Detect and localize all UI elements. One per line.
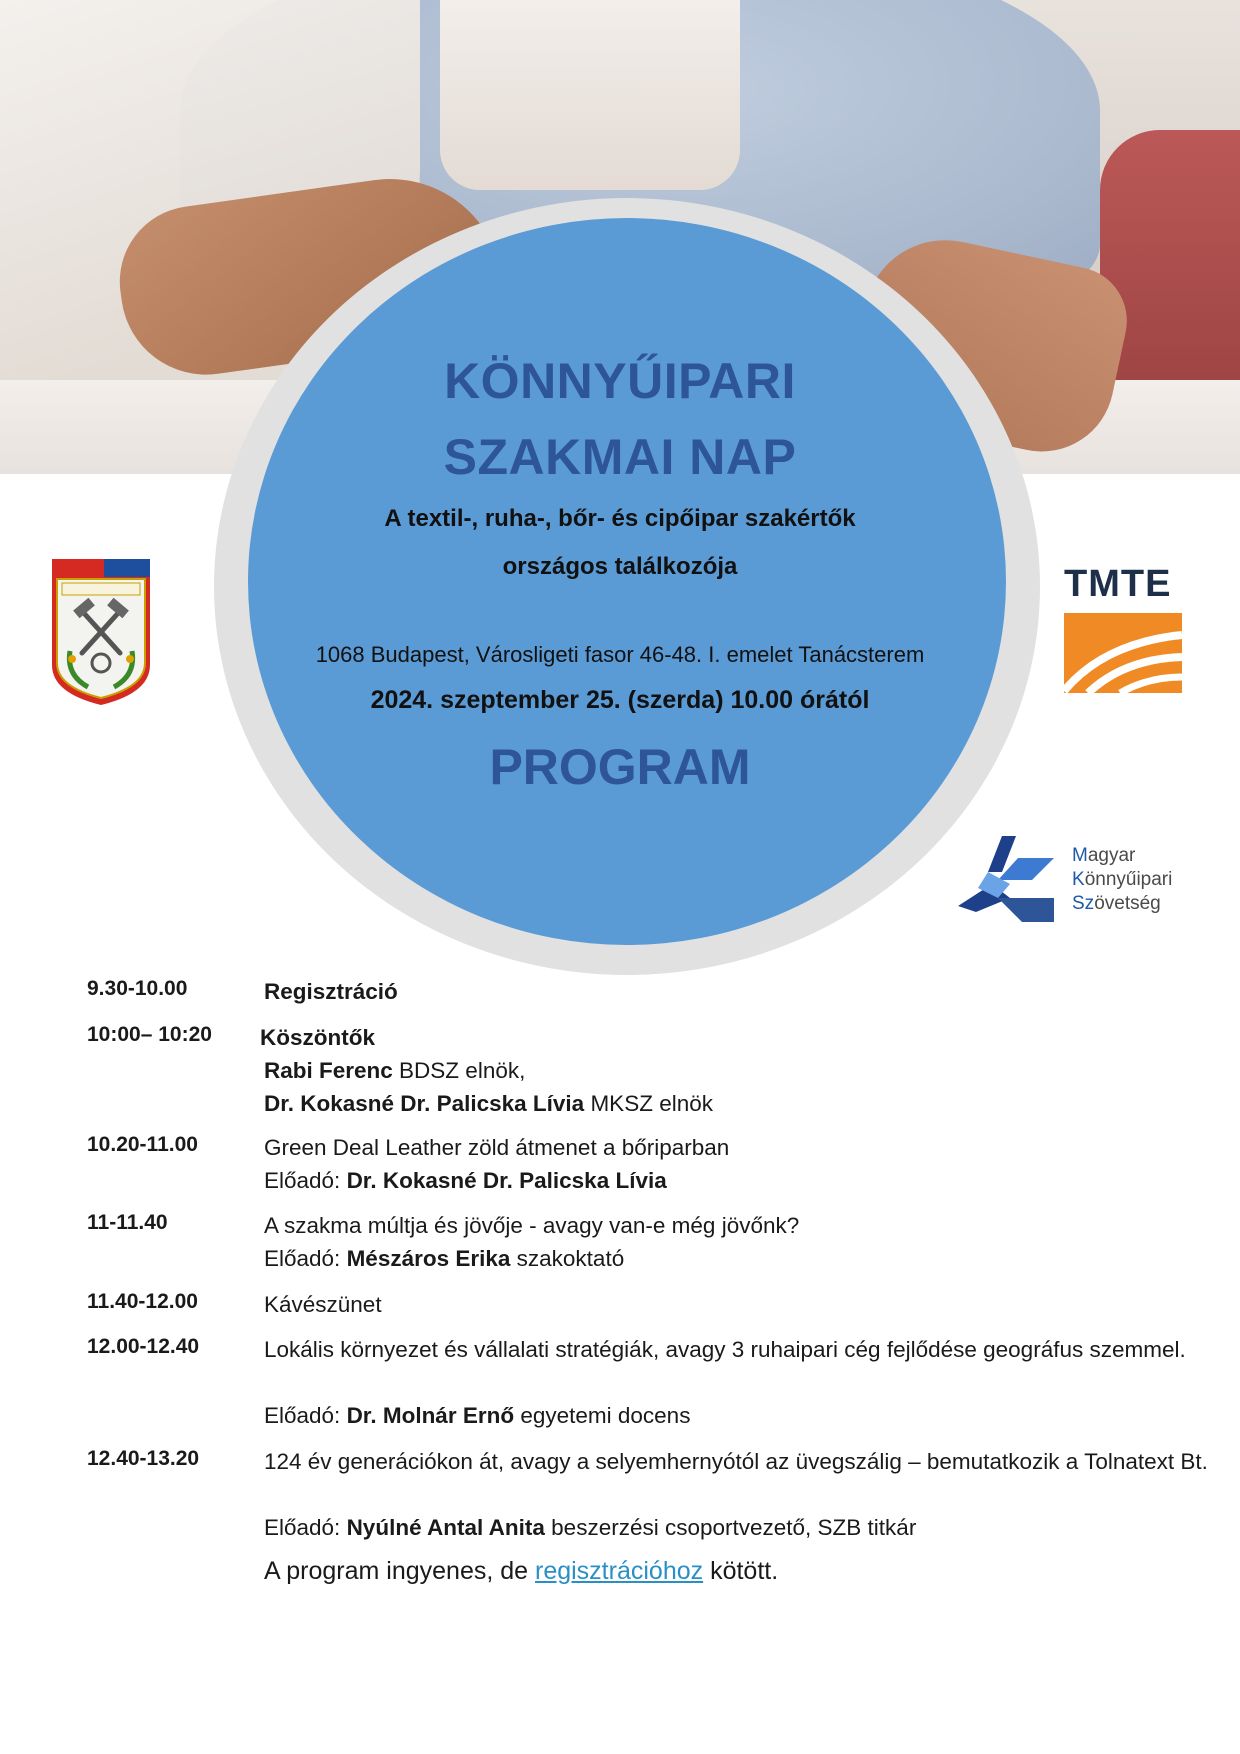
schedule-title: A szakma múltja és jövője - avagy van-e még jövőnk? [264, 1213, 800, 1238]
schedule-presenter: Előadó: Mészáros Erika szakoktató [264, 1246, 625, 1271]
schedule-time: 11-11.40 [87, 1211, 168, 1234]
schedule-time: 10.20-11.00 [87, 1133, 198, 1156]
mksz-mark-icon [958, 832, 1068, 928]
event-title-line1: KÖNNYŰIPARI [444, 353, 796, 409]
schedule-title: Kávészünet [264, 1292, 382, 1317]
event-date: 2024. szeptember 25. (szerda) 10.00 órától [370, 686, 870, 714]
schedule-time: 12.00-12.40 [87, 1335, 200, 1358]
schedule-speaker: Rabi Ferenc BDSZ elnök, [264, 1058, 526, 1083]
schedule-title: Regisztráció [264, 979, 398, 1004]
schedule-time: 9.30-10.00 [87, 977, 188, 1000]
tmte-logo [1064, 563, 1186, 693]
tmte-mark-icon [1064, 613, 1182, 693]
event-address: 1068 Budapest, Városligeti fasor 46-48. I. emelet Tanácsterem [315, 642, 925, 667]
registration-link[interactable]: regisztrációhoz [535, 1557, 704, 1585]
schedule-presenter: Előadó: Dr. Kokasné Dr. Palicska Lívia [264, 1168, 667, 1193]
schedule-title: Green Deal Leather zöld átmenet a bőriparban [264, 1135, 730, 1160]
bdsz-logo [48, 555, 154, 707]
schedule-time: 10:00– 10:20 [87, 1023, 212, 1046]
tmte-wordmark: TMTE [1064, 563, 1172, 605]
event-subtitle-line1: A textil-, ruha-, bőr- és cipőipar szakértők [384, 505, 856, 532]
circle-disc [248, 218, 1006, 945]
registration-note: A program ingyenes, de regisztrációhoz kötött. [264, 1557, 779, 1585]
schedule-presenter: Előadó: Nyúlné Antal Anita beszerzési csoportvezető, SZB titkár [264, 1515, 917, 1540]
program-heading: PROGRAM [489, 739, 751, 795]
event-title-line2: SZAKMAI NAP [443, 429, 797, 485]
schedule-title: Lokális környezet és vállalati stratégiák, avagy 3 ruhaipari cég fejlődése geográfus szemmel. [264, 1337, 1186, 1362]
mksz-logo [958, 832, 1208, 928]
schedule-speaker: Dr. Kokasné Dr. Palicska Lívia MKSZ elnök [264, 1091, 713, 1116]
schedule-time: 11.40-12.00 [87, 1290, 198, 1313]
photo-machine-head [440, 0, 740, 190]
schedule-presenter: Előadó: Dr. Molnár Ernő egyetemi docens [264, 1403, 691, 1428]
schedule-title: Köszöntők [260, 1025, 375, 1050]
schedule-title: 124 év generációkon át, avagy a selyemhernyótól az üvegszálig – bemutatkozik a Tolnatext Bt. [264, 1449, 1208, 1474]
schedule-time: 12.40-13.20 [87, 1447, 200, 1470]
event-subtitle-line2: országos találkozója [502, 553, 738, 580]
mksz-name: Magyar Könnyűipari Szövetség [1072, 845, 1173, 914]
